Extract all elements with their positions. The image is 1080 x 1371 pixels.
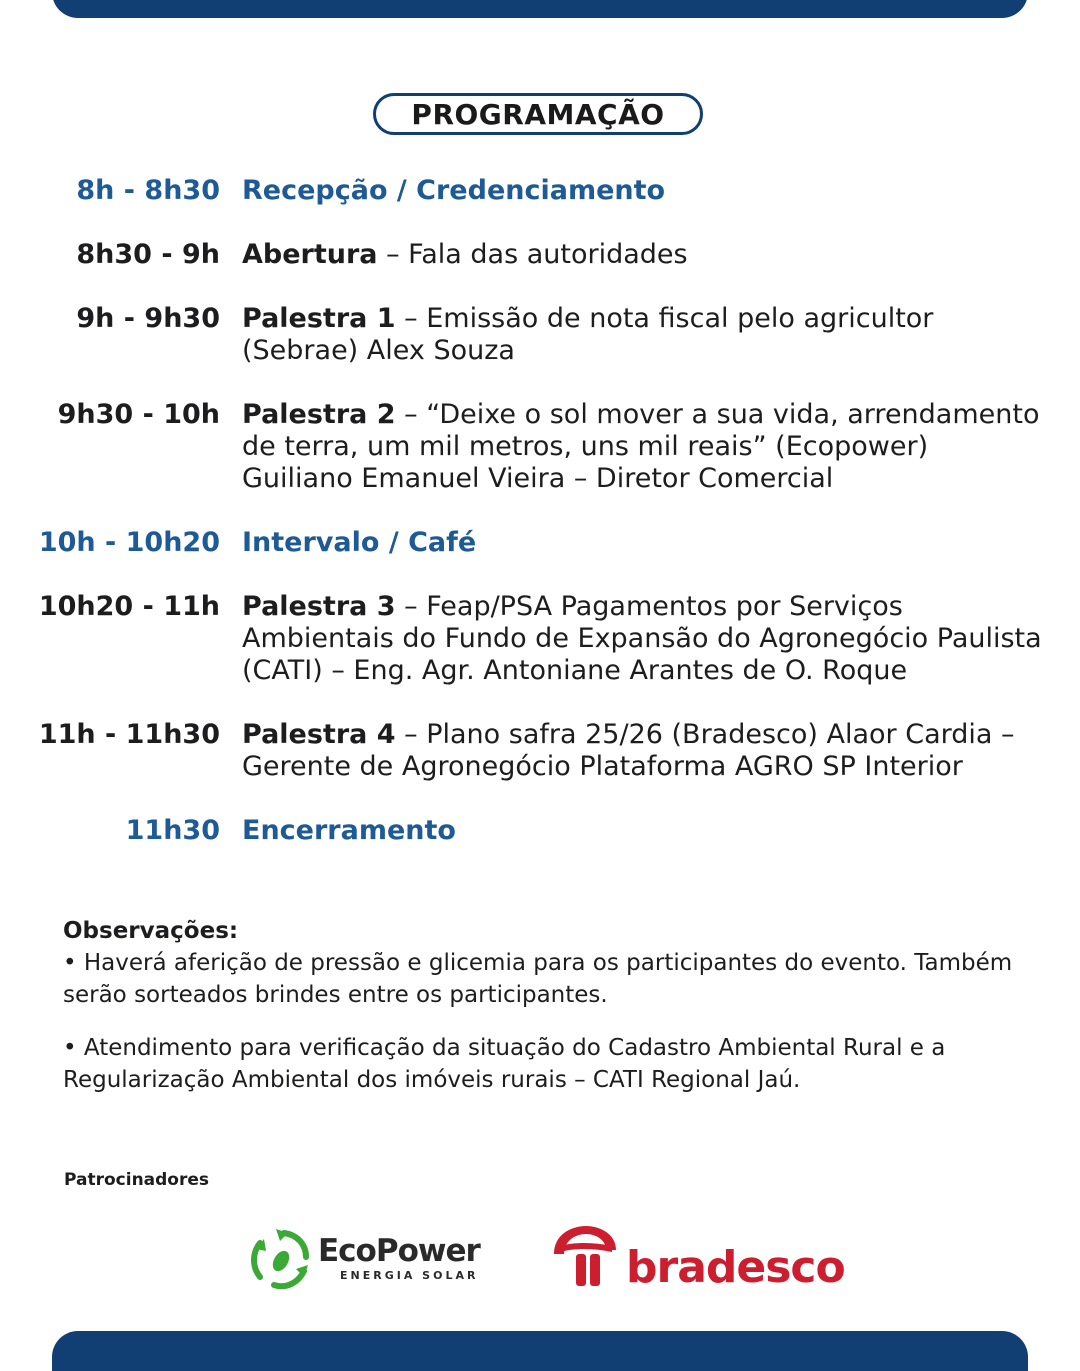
page-title: PROGRAMAÇÃO xyxy=(373,93,703,135)
schedule-description xyxy=(242,399,1042,495)
schedule-title: Abertura xyxy=(242,239,378,270)
observation-item: • Haverá aferição de pressão e glicemia para os participantes do evento. Também serão sorteados brindes entre os participantes. xyxy=(63,950,1013,1008)
schedule-description xyxy=(242,719,1042,783)
schedule-text: – Feap/PSA Pagamentos por Serviços Ambientais do Fundo de Expansão do Agronegócio Paulista (CATI) – Eng. Agr. Antoniane Arantes de O. Roque xyxy=(242,591,1042,686)
sponsors-label: Patrocinadores xyxy=(64,1170,210,1190)
schedule-title: Intervalo / Café xyxy=(242,527,477,558)
bradesco-name: bradesco xyxy=(626,1242,845,1293)
observations-title: Observações: xyxy=(63,918,239,944)
observations-block xyxy=(63,915,1043,1011)
schedule-text: – Plano safra 25/26 (Bradesco) Alaor Cardia – Gerente de Agronegócio Plataforma AGRO SP Interior xyxy=(242,719,1015,782)
schedule-title: Palestra 1 xyxy=(242,303,396,334)
schedule-title: Palestra 4 xyxy=(242,719,396,750)
schedule-description xyxy=(242,591,1042,687)
schedule-time: 8h30 - 9h xyxy=(76,239,220,270)
schedule-text: – Emissão de nota fiscal pelo agricultor (Sebrae) Alex Souza xyxy=(242,303,934,366)
top-decorative-band xyxy=(52,0,1028,18)
schedule-title: Recepção / Credenciamento xyxy=(242,175,666,206)
schedule-title: Palestra 3 xyxy=(242,591,396,622)
schedule-time: 8h - 8h30 xyxy=(76,175,220,206)
ecopower-logo xyxy=(246,1225,496,1297)
schedule-title: Encerramento xyxy=(242,815,456,846)
ecopower-tagline: ENERGIA SOLAR xyxy=(340,1269,479,1282)
schedule-time: 9h - 9h30 xyxy=(76,303,220,334)
schedule-time: 11h - 11h30 xyxy=(38,719,220,750)
schedule-time: 11h30 xyxy=(125,815,220,846)
ecopower-name: EcoPower xyxy=(318,1233,480,1269)
schedule-time: 10h - 10h20 xyxy=(38,527,220,558)
schedule-text: – Fala das autoridades xyxy=(377,239,688,270)
schedule-time: 9h30 - 10h xyxy=(57,399,220,430)
bradesco-logo xyxy=(550,1224,845,1294)
schedule-text: – “Deixe o sol mover a sua vida, arrendamento de terra, um mil metros, uns mil reais” (Ecopower) Guiliano Emanuel Vieira – Diretor Comercial xyxy=(242,399,1040,494)
schedule-description xyxy=(242,239,1042,271)
schedule-time: 10h20 - 11h xyxy=(38,591,220,622)
observation-item: • Atendimento para verificação da situação do Cadastro Ambiental Rural e a Regularização Ambiental dos imóveis rurais – CATI Regional Jaú. xyxy=(63,1035,946,1093)
schedule-title: Palestra 2 xyxy=(242,399,396,430)
schedule-description xyxy=(242,303,1042,367)
bradesco-tree-icon xyxy=(550,1224,620,1290)
bottom-decorative-band xyxy=(52,1331,1028,1371)
recycle-leaf-icon xyxy=(246,1225,316,1295)
